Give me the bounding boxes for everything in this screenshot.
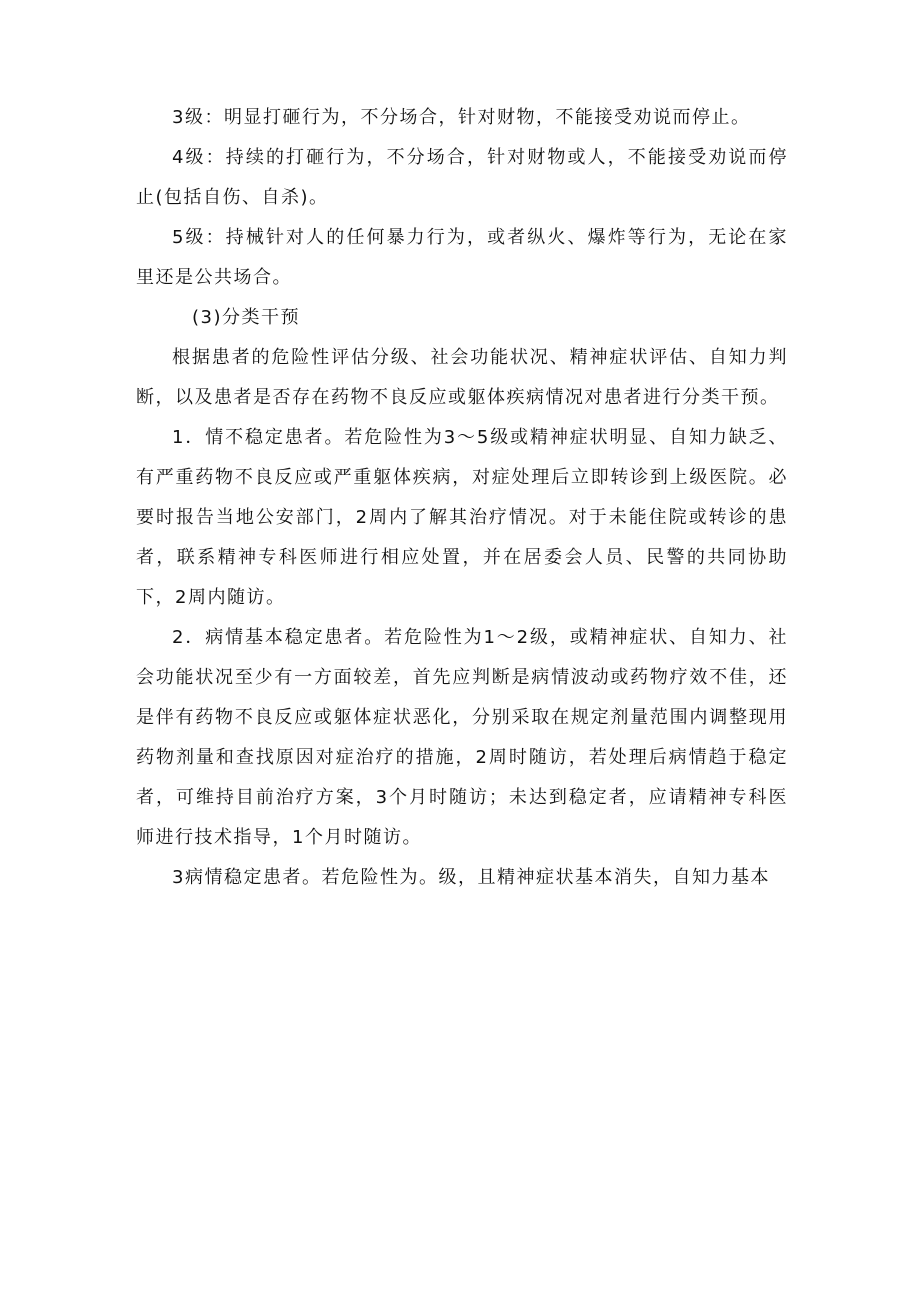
section-heading-classified-intervention: (3)分类干预 xyxy=(192,307,300,328)
paragraph-stable-patients: 3病情稳定患者。若危险性为。级，且精神症状基本消失，自知力基本 xyxy=(172,867,770,888)
paragraph-level-4: 4级：持续的打砸行为，不分场合，针对财物或人，不能接受劝说而停止(包括自伤、自杀)。 xyxy=(136,147,788,208)
paragraph-intervention-intro: 根据患者的危险性评估分级、社会功能状况、精神症状评估、自知力判断，以及患者是否存在药物不良反应或躯体疾病情况对患者进行分类干预。 xyxy=(136,347,788,408)
paragraph-level-3: 3级：明显打砸行为，不分场合，针对财物，不能接受劝说而停止。 xyxy=(172,107,751,128)
paragraph-unstable-patients: 1．情不稳定患者。若危险性为3～5级或精神症状明显、自知力缺乏、有严重药物不良反应或严重躯体疾病，对症处理后立即转诊到上级医院。必要时报告当地公安部门，2周内了解其治疗情况。对于未能住院或转诊的患者，联系精神专科医师进行相应处置，并在居委会人员、民警的共同协助下，2周内随访。 xyxy=(136,427,788,608)
paragraph-level-5: 5级：持械针对人的任何暴力行为，或者纵火、爆炸等行为，无论在家里还是公共场合。 xyxy=(136,227,788,288)
document-body xyxy=(136,98,788,898)
paragraph-basically-stable-patients: 2．病情基本稳定患者。若危险性为1～2级，或精神症状、自知力、社会功能状况至少有一方面较差，首先应判断是病情波动或药物疗效不佳，还是伴有药物不良反应或躯体症状恶化，分别采取在规定剂量范围内调整现用药物剂量和查找原因对症治疗的措施，2周时随访，若处理后病情趋于稳定者，可维持目前治疗方案，3个月时随访；未达到稳定者，应请精神专科医师进行技术指导，1个月时随访。 xyxy=(136,627,788,848)
